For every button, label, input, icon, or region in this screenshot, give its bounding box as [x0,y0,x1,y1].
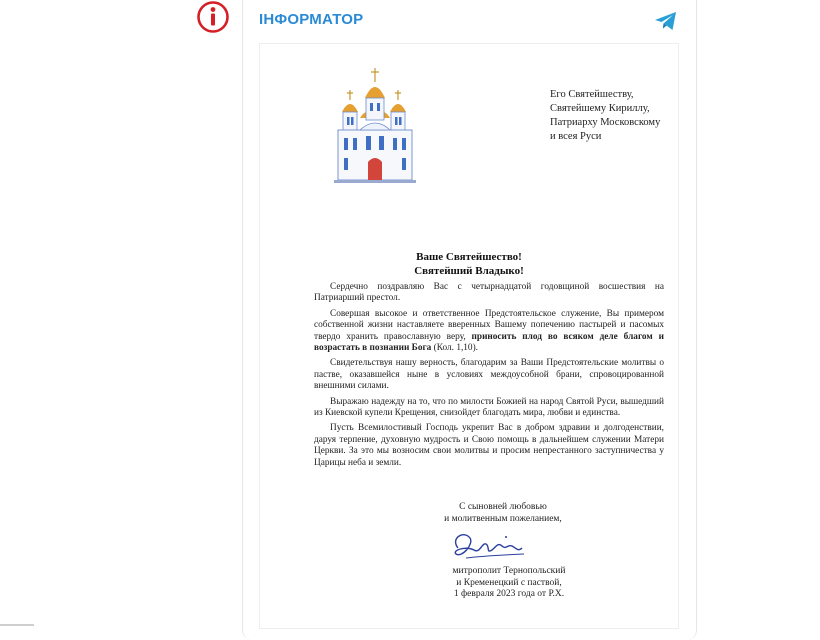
letter-paragraph: Сердечно поздравляю Вас с четырнадцатой годовщиной восшествия на Патриарший престол. [314,282,664,304]
signer-block [424,566,594,601]
addressee-line: и всея Руси [550,131,602,142]
letter-paragraph [314,309,664,355]
addressee-line: Святейшему Кириллу, [550,103,650,114]
scripture-quote: приносить плод во всяком деле благом и возрастать в познании Бога [314,331,664,354]
letter-body [314,282,664,473]
channel-logo-icon[interactable] [196,0,230,34]
paragraph-text: Совершая высокое и ответственное Предстоятельское служение, Вы примером собственной жизни наставляете вверенных Вашему попечению пастырей и пасомых твердо хранить православную веру, [314,308,664,342]
greeting-line: Святейший Владыко! [414,265,524,277]
divider [0,624,34,626]
cathedral-emblem [320,68,430,238]
closing-line: С сыновней любовью [459,502,547,512]
letter-paragraph: Свидетельствуя нашу верность, благодарим за Ваши Предстоятельские молитвы о пастве, оказавшейся ныне в условиях междоусобной брани, спровоцированной внешними силами. [314,358,664,392]
letter-paragraph: Выражаю надежду на то, что по милости Божией на народ Святой Руси, вышедший из Киевской купели Крещения, снизойдет благодать мира, любви и единства. [314,396,664,419]
signature-icon [446,528,536,564]
letter-paragraph: Пусть Всемилостивый Господь укрепит Вас в добром здравии и долгоденствии, даруя терпение, духовную мудрость и Свою помощь в дальнейшем служении Матери Церкви. За это мы возносим свои молитвы и просим непрестанного заступничества у Царицы неба и земли. [314,423,664,468]
scripture-reference: (Кол. 1,10). [431,343,479,354]
channel-name[interactable]: ІНФОРМАТОР [259,11,364,28]
letter-greeting [260,250,678,278]
telegram-icon[interactable] [654,11,678,31]
signer-line: и Кременецкий с паствой, [456,577,562,588]
letter-image[interactable] [260,44,678,628]
addressee-line: Патриарху Московскому [550,117,661,128]
addressee-line: Его Святейшеству, [550,89,634,100]
signer-line: митрополит Тернопольский [452,566,566,576]
letter-closing [428,502,578,525]
addressee-block [550,88,660,144]
signer-line: 1 февраля 2023 года от Р.Х. [453,589,565,600]
closing-line: и молитвенным пожеланием, [444,513,562,524]
greeting-line: Ваше Святейшество! [416,251,522,263]
